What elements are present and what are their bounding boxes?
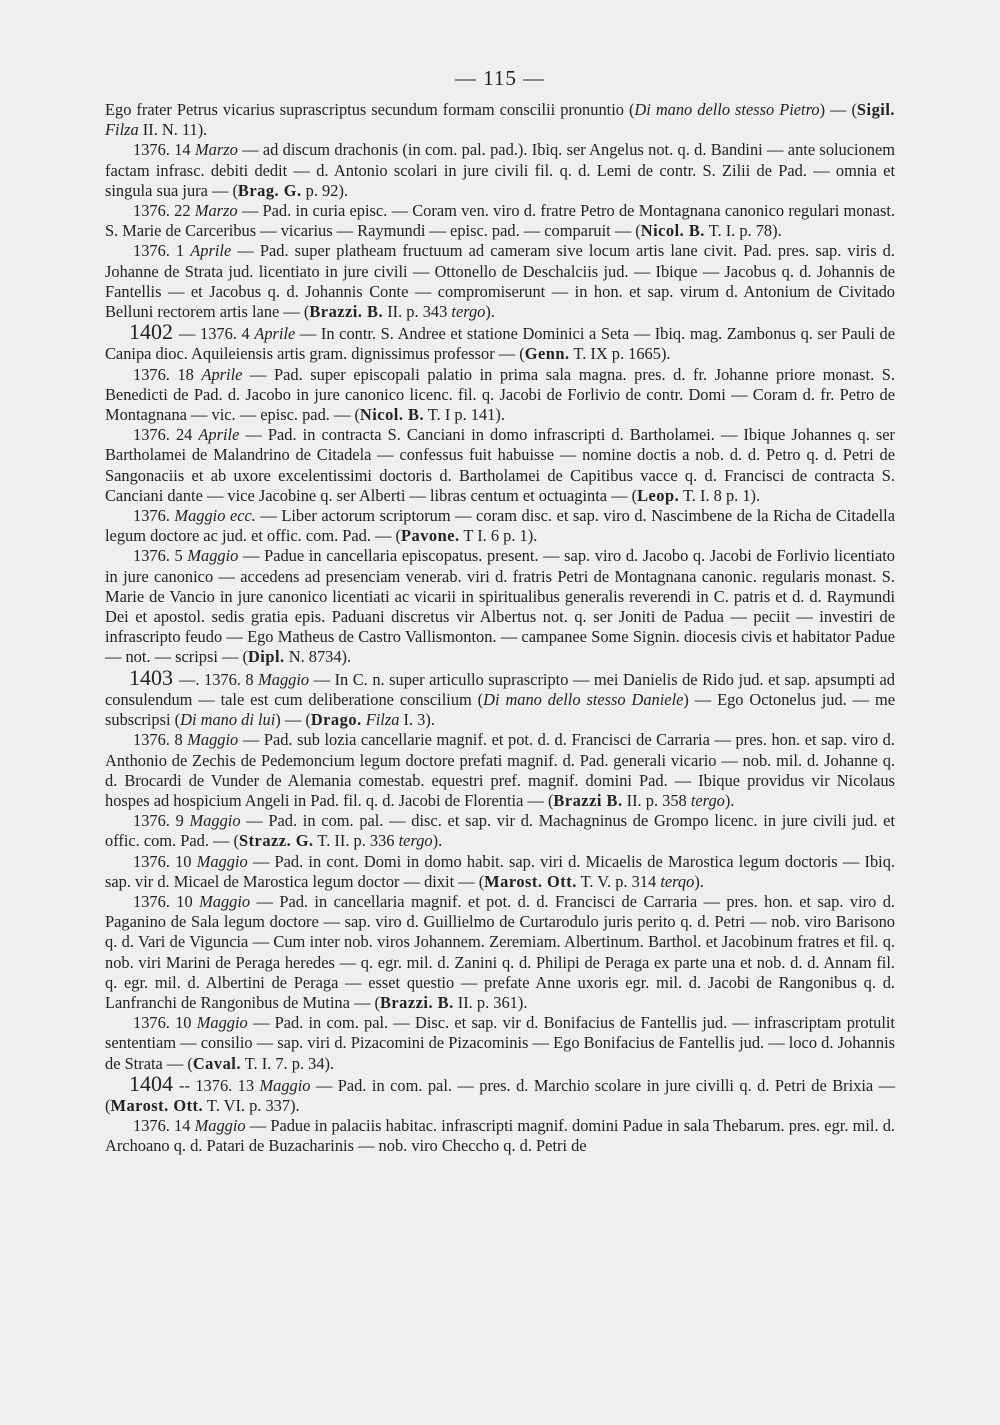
text-run: — Pad. sub lozia cancellarie magnif. et pot. d. d. Francisci de Carraria — pres. hon. et sap. viro d. Anthonio de Zechis de Pedemoncium legum doctore prefati magnif. d. Pad. generali vicario — nob. mil. d. Johanne q. d. Brocardi de Vunder de Alemania comestab. equestri pref. magnif. domini Pad. — Ibique providus vir Nicolaus hospes ad hospicium Angeli in Pad. fil. q. d. Jacobi de Florentia — ( <box>105 730 895 810</box>
italic-text: tergo <box>398 831 433 851</box>
italic-text: tergo <box>690 790 725 810</box>
source-reference: Sigil. <box>856 100 895 119</box>
text-run: 1376. 14 <box>133 1116 195 1136</box>
italic-text: Marzo <box>194 201 238 221</box>
source-reference: Caval. <box>192 1053 241 1073</box>
text-run: II. p. 343 <box>383 302 452 322</box>
entry-paragraph <box>105 1013 895 1074</box>
italic-text: Marzo <box>194 140 238 160</box>
text-run: T. IX p. 1665). <box>569 344 671 364</box>
source-reference: Pavone. <box>401 526 460 546</box>
text-run: T. VI. p. 337). <box>203 1095 300 1115</box>
entry-paragraph <box>105 892 895 1013</box>
source-reference: Marost. Ott. <box>110 1095 204 1115</box>
text-run: ). <box>694 871 704 891</box>
text-run: — Pad. in com. pal. — pres. d. Marchio scolare in jure civilli q. d. Petri de Brixia — ( <box>105 1075 895 1115</box>
entry-paragraph <box>105 241 895 322</box>
entry-paragraph <box>105 506 895 546</box>
text-run: — In contr. S. Andree et statione Dominici a Seta — Ibiq. mag. Zambonus q. ser Pauli de Canipa dioc. Aquileiensis artis gram. dignissimus professor — ( <box>105 324 895 364</box>
text-run: -- 1376. 13 <box>179 1075 260 1095</box>
text-run: —. 1376. 8 <box>179 669 259 689</box>
entry-paragraph <box>105 811 895 851</box>
text-run: 1376. 9 <box>133 811 190 831</box>
text-run: 1376. 10 <box>133 851 197 871</box>
text-run: — Padue in palaciis habitac. infrascripti magnif. domini Padue in sala Thebarum. pres. egr. mil. d. Archoano q. d. Patari de Buzacharinis — nob. viro Checcho q. d. Petri de <box>105 1116 895 1156</box>
italic-text: Maggio ecc. <box>174 506 256 526</box>
text-run: — Pad. super episcopali palatio in prima sala magna. pres. d. fr. Johanne priore monast. S. Benedicti de Pad. d. Jacobo in jure canonico licenc. fil. q. Jacobi de Forlivio de contr. Domi — Coram d. fr. Petro de Montagnana — vic. — episc. pad. — ( <box>105 364 895 425</box>
italic-text: Maggio <box>199 891 251 911</box>
source-reference: Brazzi. B. <box>309 302 384 322</box>
italic-text: tergo <box>451 302 486 322</box>
entry-number: 1404 <box>129 1070 173 1096</box>
text-run: 1376. 5 <box>133 546 188 566</box>
text-run: I. 3). <box>399 710 435 730</box>
source-reference: Nicol. B. <box>359 405 425 425</box>
document-body <box>105 100 895 1157</box>
italic-text: Di mano dello stesso Daniele <box>483 689 684 709</box>
text-run: — Pad. in contracta S. Canciani in domo infrascripti d. Bartholamei. — Ibique Johannes q. ser Bartholamei de Malandrino de Citadela — confessus fuit habuisse — nomine doctis a nob. d. d. Petro q. d. Petri de Sangonaciis et ab uxore excelentissimi doctoris d. Bartholamei de Capitibus vacce q. d. Francisci de contracta S. Canciani dante — vice Jacobine q. ser Alberti — libras centum et octuaginta — ( <box>105 425 896 505</box>
italic-text: Aprile <box>201 364 243 384</box>
source-reference: Marost. Ott. <box>484 871 577 891</box>
text-run: 1376. <box>133 506 175 526</box>
source-reference: Genn. <box>524 344 570 364</box>
text-run: 1376. 8 <box>133 730 188 750</box>
text-run: — 1376. 4 <box>179 324 255 344</box>
entry-paragraph <box>105 852 895 892</box>
italic-text: Di mano di lui <box>180 710 276 730</box>
source-reference: Leop. <box>637 485 680 505</box>
text-run: ). <box>485 302 495 322</box>
italic-text: Maggio <box>187 730 239 750</box>
text-run: ) — ( <box>275 710 311 730</box>
text-run: — Pad. in curia episc. — Coram ven. viro d. fratre Petro de Montagnana canonico regulari monast. S. Marie de Carceribus — vicarius — Raymundi — episc. pad. — comparuit — ( <box>105 201 895 241</box>
text-run: II. p. 361). <box>453 992 528 1012</box>
text-run: T. V. p. 314 <box>576 871 661 891</box>
text-run: ) — ( <box>819 100 857 119</box>
entry-paragraph <box>105 201 895 241</box>
source-reference: Nicol. B. <box>640 221 705 241</box>
text-run: — Padue in cancellaria episcopatus. present. — sap. viro d. Jacobo q. Jacobi de Forlivio licentiato in jure canonico — accedens ad presenciam venerab. viri d. fratris Petri de Montagnana canonic. regularis monast. S. Marie de Vancio in jure canonico licentiati ac vicarii in spiritualibus generalis reverendi in C. patris et d. d. Raymundi Dei et apostol. sedis gratia epis. Paduani discretus vir Albertus not. q. ser Joniti de Padua — peciit — investiri de infrascripto feudo — Ego Matheus de Castro Vallismonton. — campanee Some Signin. diocesis civis et habitator Padue — not. — scripsi — ( <box>105 546 895 667</box>
text-run: — Pad. super platheam fructuum ad cameram sive locum artis lane civit. Pad. pres. sap. viris d. Johanne de Strata jud. licentiato in jure civili — Ottonello de Deschalciis jud. — Ibique — Jacobus q. d. Johannis de Fantellis — et Jacobus q. d. Johannis Conte — compromiserunt — in hon. et sap. virum d. Antonium de Civitado Belluni rectorem artis lane — ( <box>105 241 895 322</box>
page-number: — 115 — <box>454 66 546 90</box>
text-run: 1376. 1 <box>133 241 191 261</box>
text-run: — Pad. in com. pal. — Disc. et sap. vir d. Bonifacius de Fantellis jud. — infrascriptam protulit sententiam — consilio — sap. viri d. Pizacomini de Pizacominis — Ego Bonifacius de Fantellis jud. — loco d. Johannis de Strata — ( <box>105 1013 895 1073</box>
text-run: — Pad. in com. pal. — disc. et sap. vir d. Machagninus de Grompo licenc. in jure civili jud. et offic. com. Pad. — ( <box>105 811 895 851</box>
entry-paragraph <box>105 140 895 201</box>
italic-text: Maggio <box>259 1075 311 1095</box>
source-reference: Brag. G. <box>237 180 302 200</box>
text-run: Ego frater Petrus vicarius suprascriptus secundum formam conscilii pronuntio ( <box>105 100 635 119</box>
italic-text: Di mano dello stesso Pietro <box>634 100 820 119</box>
numbered-entry <box>105 1070 895 1116</box>
text-run: T. I p. 141). <box>424 405 505 425</box>
entry-paragraph <box>105 365 895 426</box>
italic-text: Maggio <box>196 851 248 871</box>
text-run: T I. 6 p. 1). <box>459 526 538 546</box>
text-run: p. 92). <box>301 180 348 200</box>
source-reference: Strazz. G. <box>238 831 314 851</box>
text-run: 1376. 18 <box>133 364 202 384</box>
entry-number: 1403 <box>129 664 173 690</box>
text-run: — Pad. in cont. Domi in domo habit. sap. viri d. Micaelis de Marostica legum doctoris — Ibiq. sap. vir d. Micael de Marostica legum doctor — dixit — ( <box>105 851 895 891</box>
italic-text: Maggio <box>258 669 310 689</box>
italic-text: Aprile <box>254 324 296 344</box>
text-run: N. 8734). <box>284 647 352 667</box>
source-reference: Brazzi. B. <box>379 992 454 1012</box>
source-reference: Dipl. <box>247 647 285 667</box>
text-run: — Pad. in cancellaria magnif. et pot. d. d. Francisci de Carraria — pres. hon. et sap. viro d. Paganino de Sala legum doctore — sap. viro d. Guillielmo de Curtarodulo juris perito q. d. Petri — nob. viro Barisono q. d. Vari de Viguncia — Cum inter nob. viros Johannem. Zeremiam. Albertinum. Barthol. et Jacobinum fratres et fil. q. nob. viri Marini de Peraga heredes — q. egr. mil. d. Zanini q. d. Philipi de Peraga ex parte una et nob. d. d. Annam fil. q. egr. mil. d. Albertini de Peraga — esset questio — prefate Anne uxoris egr. mil. d. Jacobi de Rangonibus q. d. Lanfranchi de Rangonibus de Mutina — ( <box>105 891 895 1012</box>
entry-paragraph <box>105 100 895 140</box>
text-run: T. II. p. 336 <box>313 831 399 851</box>
text-run: — In C. n. super articullo suprascripto — mei Danielis de Rido jud. et sap. apsumpti ad consulendum — tale est cum deliberatione conscilium ( <box>105 669 895 709</box>
numbered-entry <box>105 664 895 731</box>
entry-paragraph <box>105 1116 895 1156</box>
italic-text: Maggio <box>187 546 239 566</box>
text-run: ) — Ego Octonelus jud. — me subscripsi ( <box>105 689 895 730</box>
entry-paragraph <box>105 425 895 506</box>
text-run: 1376. 24 <box>133 425 199 445</box>
entry-paragraph <box>105 730 895 811</box>
text-run: T. I. p. 78). <box>704 221 782 241</box>
text-run: 1376. 10 <box>133 891 200 911</box>
text-run: T. I. 8 p. 1). <box>679 485 761 505</box>
text-run: 1376. 22 <box>133 201 195 221</box>
text-run: T. I. 7. p. 34). <box>240 1053 335 1073</box>
source-reference: Drago. <box>310 710 362 730</box>
italic-text: Maggio <box>194 1116 246 1136</box>
italic-text: Aprile <box>198 425 240 445</box>
numbered-entry <box>105 319 895 364</box>
italic-text: Filza <box>105 120 139 140</box>
text-run: ). <box>432 831 443 851</box>
entry-number: 1402 <box>129 319 173 345</box>
text-run: ). <box>724 790 735 810</box>
entry-paragraph <box>105 546 895 667</box>
italic-text: Filza <box>365 710 400 730</box>
text-run: — ad discum drachonis (in com. pal. pad.). Ibiq. ser Angelus not. q. d. Bandini — ante solucionem factam infrasc. debiti dedit — d. Antonio scolari in jure civili fil. q. d. Lemi de contr. S. Zilii de Pad. — omnia et singula sua jura — ( <box>105 140 896 200</box>
italic-text: Aprile <box>190 241 232 261</box>
text-run: — Liber actorum scriptorum — coram disc. et sap. viro d. Nascimbene de la Richa de Citadella legum doctore ac jud. et offic. com. Pad. — ( <box>105 506 895 546</box>
text-run: 1376. 10 <box>133 1013 197 1033</box>
text-run: II. p. 358 <box>622 790 691 810</box>
text-run: 1376. 14 <box>133 140 195 160</box>
italic-text: Maggio <box>189 811 241 831</box>
text-run: II. N. 11). <box>138 120 208 140</box>
source-reference: Brazzi B. <box>553 790 623 810</box>
italic-text: terqo <box>660 871 695 891</box>
italic-text: Maggio <box>196 1013 248 1033</box>
